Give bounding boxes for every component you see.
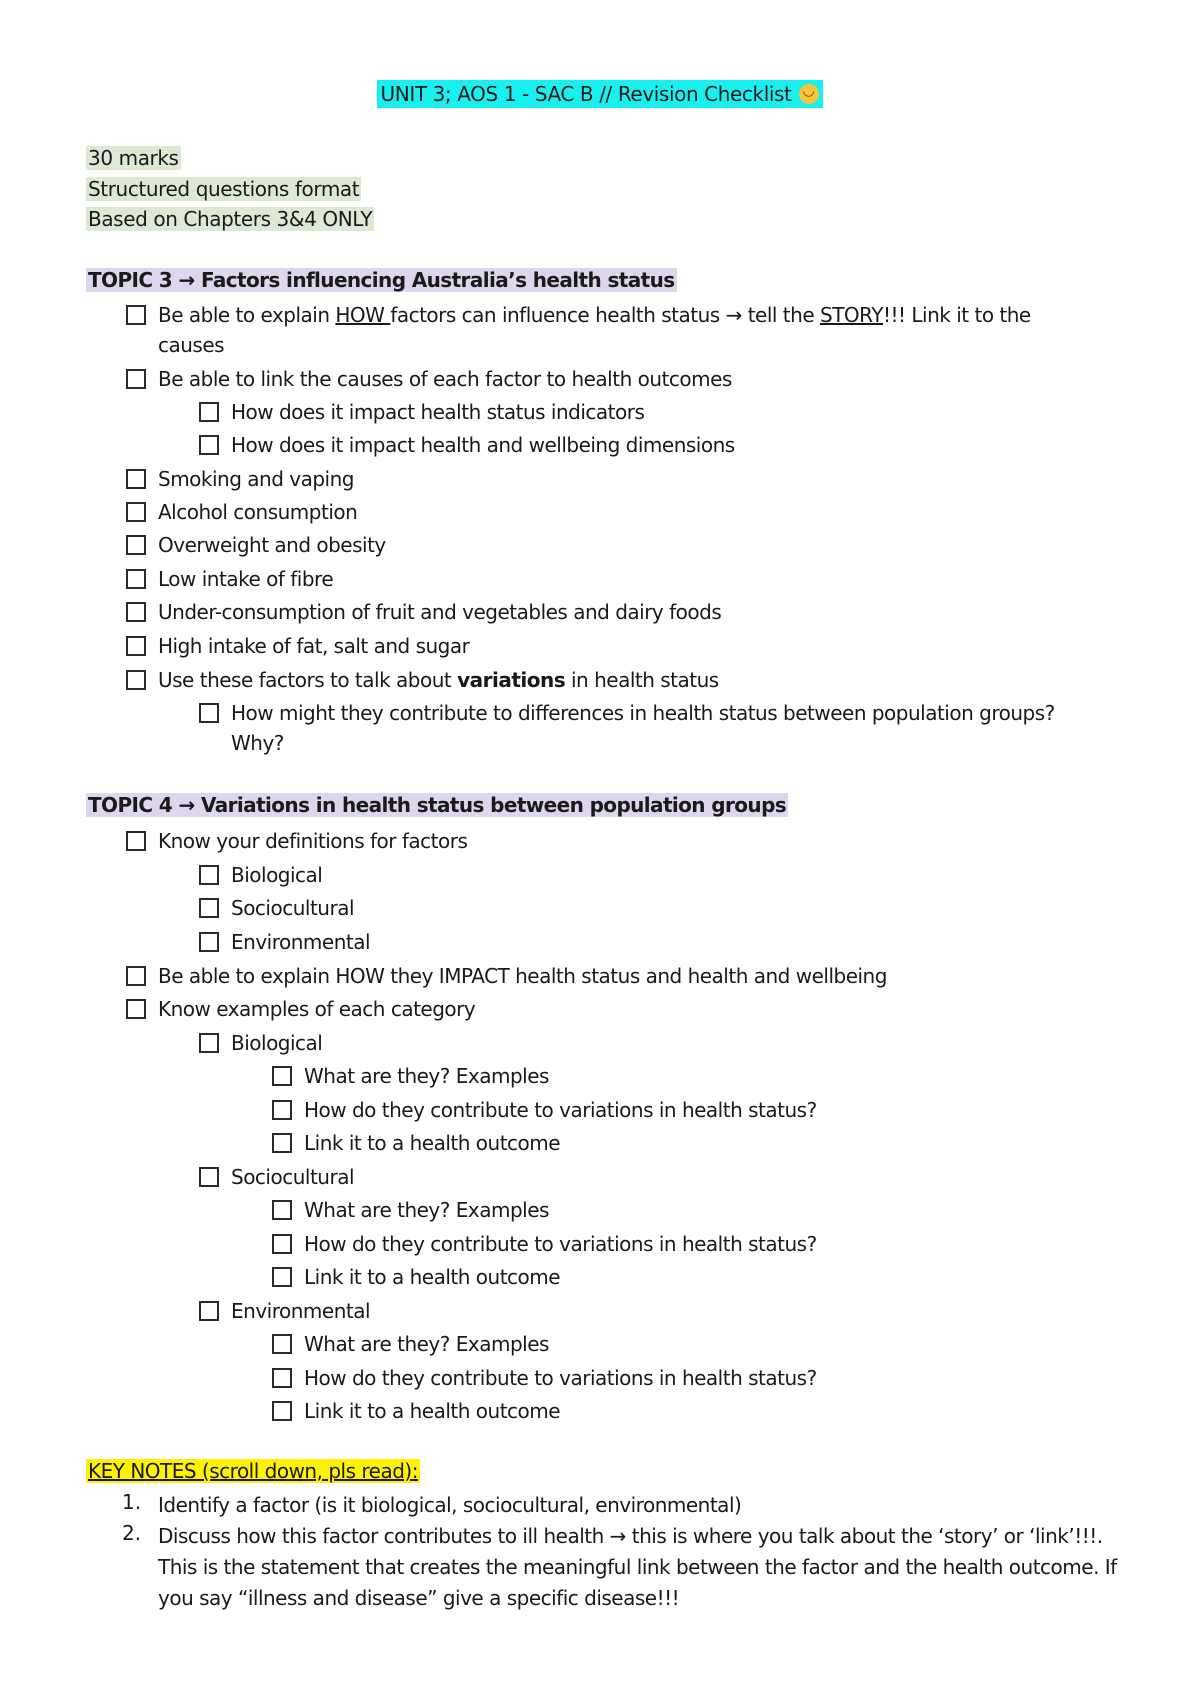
item-text: Biological <box>231 863 323 887</box>
item-text: Smoking and vaping <box>158 467 354 491</box>
item-text: Be able to link the causes of each factor to health outcomes <box>158 367 732 391</box>
checkbox[interactable] <box>199 898 219 918</box>
item-text: How do they contribute to variations in health status? <box>304 1366 817 1390</box>
item-text: Know your definitions for factors <box>158 829 468 853</box>
checkbox[interactable] <box>126 636 146 656</box>
checkbox[interactable] <box>199 435 219 455</box>
text-part-underlined: HOW <box>335 303 391 327</box>
item-text: Biological <box>231 1031 323 1055</box>
item-text <box>158 665 719 695</box>
item-text: How might they contribute to differences in health status between population groups? Why? <box>231 701 1055 755</box>
info-marks: 30 marks <box>88 146 179 170</box>
checkbox[interactable] <box>126 535 146 555</box>
checkbox[interactable] <box>199 1033 219 1053</box>
topic4-heading: TOPIC 4 → Variations in health status between population groups <box>88 793 787 817</box>
item-text: High intake of fat, salt and sugar <box>158 634 470 658</box>
checkbox[interactable] <box>272 1200 292 1220</box>
checkbox[interactable] <box>272 1334 292 1354</box>
checkbox[interactable] <box>126 602 146 622</box>
checkbox[interactable] <box>272 1267 292 1287</box>
key-notes-heading: KEY NOTES (scroll down, pls read): <box>88 1459 418 1483</box>
checkbox[interactable] <box>199 1301 219 1321</box>
text-part: Be able to explain <box>158 303 336 327</box>
topic3-heading: TOPIC 3 → Factors influencing Australia’s health status <box>88 268 675 292</box>
item-text: Sociocultural <box>231 896 355 920</box>
checkbox[interactable] <box>126 831 146 851</box>
checkbox[interactable] <box>272 1401 292 1421</box>
checkbox[interactable] <box>126 569 146 589</box>
list-number: 2. <box>122 1521 142 1545</box>
item-text <box>158 300 1068 360</box>
checkbox[interactable] <box>199 703 219 723</box>
list-number: 1. <box>122 1490 142 1514</box>
item-text: How does it impact health status indicators <box>231 400 645 424</box>
checkbox[interactable] <box>126 670 146 690</box>
checkbox[interactable] <box>272 1100 292 1120</box>
checkbox[interactable] <box>272 1133 292 1153</box>
document-title-text: UNIT 3; AOS 1 - SAC B // Revision Checklist <box>380 82 792 106</box>
checkbox[interactable] <box>126 305 146 325</box>
item-text: How do they contribute to variations in health status? <box>304 1098 817 1122</box>
text-part: factors can influence health status → tell the <box>390 303 820 327</box>
checkbox[interactable] <box>126 469 146 489</box>
item-text: Alcohol consumption <box>158 500 358 524</box>
key-note-text: Discuss how this factor contributes to ill health → this is where you talk about the ‘story’ or ‘link’!!!. This is the statement that creates the meaningful link between the factor and the health outcome. If you say “illness and disease” give a specific disease!!! <box>158 1524 1117 1610</box>
checkbox[interactable] <box>126 502 146 522</box>
item-text: Overweight and obesity <box>158 533 386 557</box>
item-text: What are they? Examples <box>304 1332 549 1356</box>
title-row <box>0 82 1200 106</box>
checkbox[interactable] <box>199 932 219 952</box>
item-text: Environmental <box>231 1299 371 1323</box>
text-part: Use these factors to talk about <box>158 668 458 692</box>
info-chapters: Based on Chapters 3&4 ONLY <box>88 207 373 231</box>
key-note-text: Identify a factor (is it biological, sociocultural, environmental) <box>158 1493 742 1517</box>
item-text: How does it impact health and wellbeing dimensions <box>231 433 735 457</box>
item-text: What are they? Examples <box>304 1198 549 1222</box>
item-text: Link it to a health outcome <box>304 1131 561 1155</box>
item-text: Be able to explain HOW they IMPACT health status and health and wellbeing <box>158 964 887 988</box>
info-format: Structured questions format <box>88 177 360 201</box>
item-text: What are they? Examples <box>304 1064 549 1088</box>
item-text: Know examples of each category <box>158 997 476 1021</box>
item-text: Low intake of fibre <box>158 567 334 591</box>
checkbox[interactable] <box>126 999 146 1019</box>
checkbox[interactable] <box>199 1167 219 1187</box>
item-text: Under-consumption of fruit and vegetables and dairy foods <box>158 600 722 624</box>
smiley-icon <box>799 84 819 104</box>
text-part-underlined: STORY <box>820 303 883 327</box>
text-part: !!! Link it to the causes <box>158 303 1031 357</box>
item-text: Link it to a health outcome <box>304 1399 561 1423</box>
document-title <box>377 80 824 108</box>
text-part: in health status <box>565 668 719 692</box>
checkbox[interactable] <box>272 1368 292 1388</box>
item-text: Link it to a health outcome <box>304 1265 561 1289</box>
text-part-bold: variations <box>457 668 566 692</box>
checkbox[interactable] <box>272 1066 292 1086</box>
item-text: How do they contribute to variations in health status? <box>304 1232 817 1256</box>
checkbox[interactable] <box>199 402 219 422</box>
checkbox[interactable] <box>126 966 146 986</box>
item-text: Environmental <box>231 930 371 954</box>
checkbox[interactable] <box>199 865 219 885</box>
checkbox[interactable] <box>126 369 146 389</box>
item-text: Sociocultural <box>231 1165 355 1189</box>
checkbox[interactable] <box>272 1234 292 1254</box>
